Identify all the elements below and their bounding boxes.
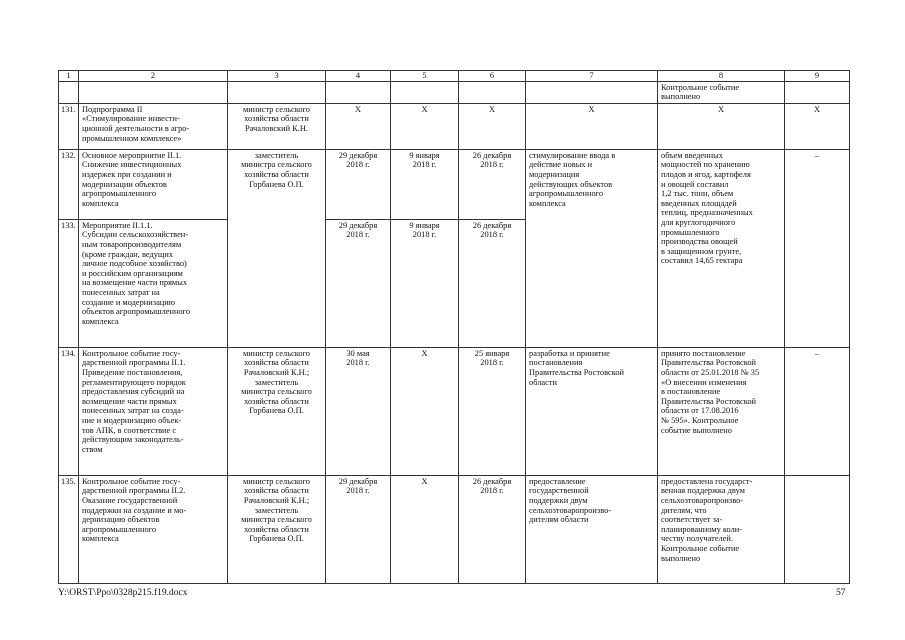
row-responsible: министр сельского хозяйства области Рачаловский К.Н.; заместитель министра сельского хозяйства области Горбанева О.П. bbox=[228, 347, 326, 475]
row-responsible: министр сельского хозяйства области Рачаловский К.Н.; заместитель министра сельского хозяйства области Горбанева О.П. bbox=[228, 475, 326, 583]
col-number-6: 6 bbox=[459, 71, 526, 82]
row-plan-date: 29 декабря 2018 г. bbox=[326, 149, 391, 219]
col-number-8: 8 bbox=[658, 71, 785, 82]
row-responsible: заместитель министра сельского хозяйства области Горбанева О.П. bbox=[228, 149, 326, 347]
table-row-134 bbox=[59, 347, 850, 475]
col-number-1: 1 bbox=[59, 71, 79, 82]
row-end-date: 26 декабря 2018 г. bbox=[459, 475, 526, 583]
row-number: 133. bbox=[59, 219, 79, 347]
row-end-date: X bbox=[459, 103, 526, 149]
carry-over-row bbox=[59, 81, 850, 103]
row-actual-result: предоставлена государст- венная поддержка двум сельхозтоваропроизво- дителям, что соответствует за- планированному коли- честву получателей. Контрольное событие выполнено bbox=[658, 475, 785, 583]
row-notes: – bbox=[785, 347, 850, 475]
footer-file-path: Y:\ORST\Ppo\0328p215.f19.docx bbox=[58, 588, 188, 598]
row-plan-date: 29 декабря 2018 г. bbox=[326, 475, 391, 583]
row-start-date: 9 января 2018 г. bbox=[391, 219, 459, 347]
col-number-7: 7 bbox=[526, 71, 658, 82]
row-expected-result: разработка и принятие постановления Правительства Ростовской области bbox=[526, 347, 658, 475]
row-name: Основное мероприятие II.1. Снижение инвестиционных издержек при создании и модернизации объектов агропромышленного комплекса bbox=[79, 149, 228, 219]
row-plan-date: 29 декабря 2018 г. bbox=[326, 219, 391, 347]
row-end-date: 26 декабря 2018 г. bbox=[459, 149, 526, 219]
table-row-131 bbox=[59, 103, 850, 149]
row-start-date: X bbox=[391, 475, 459, 583]
row-end-date: 26 декабря 2018 г. bbox=[459, 219, 526, 347]
row-notes: – bbox=[785, 149, 850, 347]
row-plan-date: X bbox=[326, 103, 391, 149]
col-number-5: 5 bbox=[391, 71, 459, 82]
col-number-3: 3 bbox=[228, 71, 326, 82]
table-row-132 bbox=[59, 149, 850, 219]
col-number-4: 4 bbox=[326, 71, 391, 82]
event-table bbox=[58, 70, 850, 584]
row-actual-result: принято постановление Правительства Ростовской области от 25.01.2018 № 35 «О внесении изменения в постановление Правительства Ростовской области от 17.08.2016 № 595». Контрольное событие выполнено bbox=[658, 347, 785, 475]
page-number: 57 bbox=[836, 588, 846, 598]
row-number: 135. bbox=[59, 475, 79, 583]
row-actual-result: объем введенных мощностей по хранению плодов и ягод, картофеля и овощей составил 1,2 тыс. тонн, объем введенных площадей теплиц, предназначенных для круглогодичного промышленного производства овощей в защищенном грунте, составил 14,65 гектара bbox=[658, 149, 785, 347]
row-start-date: X bbox=[391, 103, 459, 149]
row-expected-result: стимулирование ввода в действие новых и модернизация действующих объектов агропромышленного комплекса bbox=[526, 149, 658, 347]
row-number: 132. bbox=[59, 149, 79, 219]
row-number: 134. bbox=[59, 347, 79, 475]
row-notes bbox=[785, 475, 850, 583]
row-name: Контрольное событие госу- дарственной программы II.1. Приведение постановления, регламентирующего порядок предоставления субсидий на возмещение части прямых понесенных затрат на созда- ние и модернизацию объек- тов АПК, в соответствие с действующим законодатель- ством bbox=[79, 347, 228, 475]
col-number-9: 9 bbox=[785, 71, 850, 82]
row-start-date: X bbox=[391, 347, 459, 475]
table-row-135 bbox=[59, 475, 850, 583]
row-expected-result: предоставление государственной поддержки двум сельхозтоваропроизво- дителям области bbox=[526, 475, 658, 583]
row-start-date: 9 января 2018 г. bbox=[391, 149, 459, 219]
row-actual-result: X bbox=[658, 103, 785, 149]
col-number-2: 2 bbox=[79, 71, 228, 82]
row-name: Мероприятие II.1.1. Субсидии сельскохозяйствен- ным товаропроизводителям (кроме граждан, ведущих личное подсобное хозяйство) и российским организациям на возмещение части прямых понесенных затрат на создание и модернизацию объектов агропромышленного комплекса bbox=[79, 219, 228, 347]
carry-over-result: Контрольное событие выполнено bbox=[658, 81, 785, 103]
row-name: Подпрограмма II «Стимулирование инвести- ционной деятельности в агро- промышленном комплексе» bbox=[79, 103, 228, 149]
row-responsible: министр сельского хозяйства области Рачаловский К.Н. bbox=[228, 103, 326, 149]
column-number-row bbox=[59, 71, 850, 82]
row-number: 131. bbox=[59, 103, 79, 149]
row-notes: X bbox=[785, 103, 850, 149]
row-plan-date: 30 мая 2018 г. bbox=[326, 347, 391, 475]
row-end-date: 25 января 2018 г. bbox=[459, 347, 526, 475]
row-expected-result: X bbox=[526, 103, 658, 149]
row-name: Контрольное событие госу- дарственной программы II.2. Оказание государственной поддержки на создание и мо- дернизацию объектов агропромышленного комплекса bbox=[79, 475, 228, 583]
